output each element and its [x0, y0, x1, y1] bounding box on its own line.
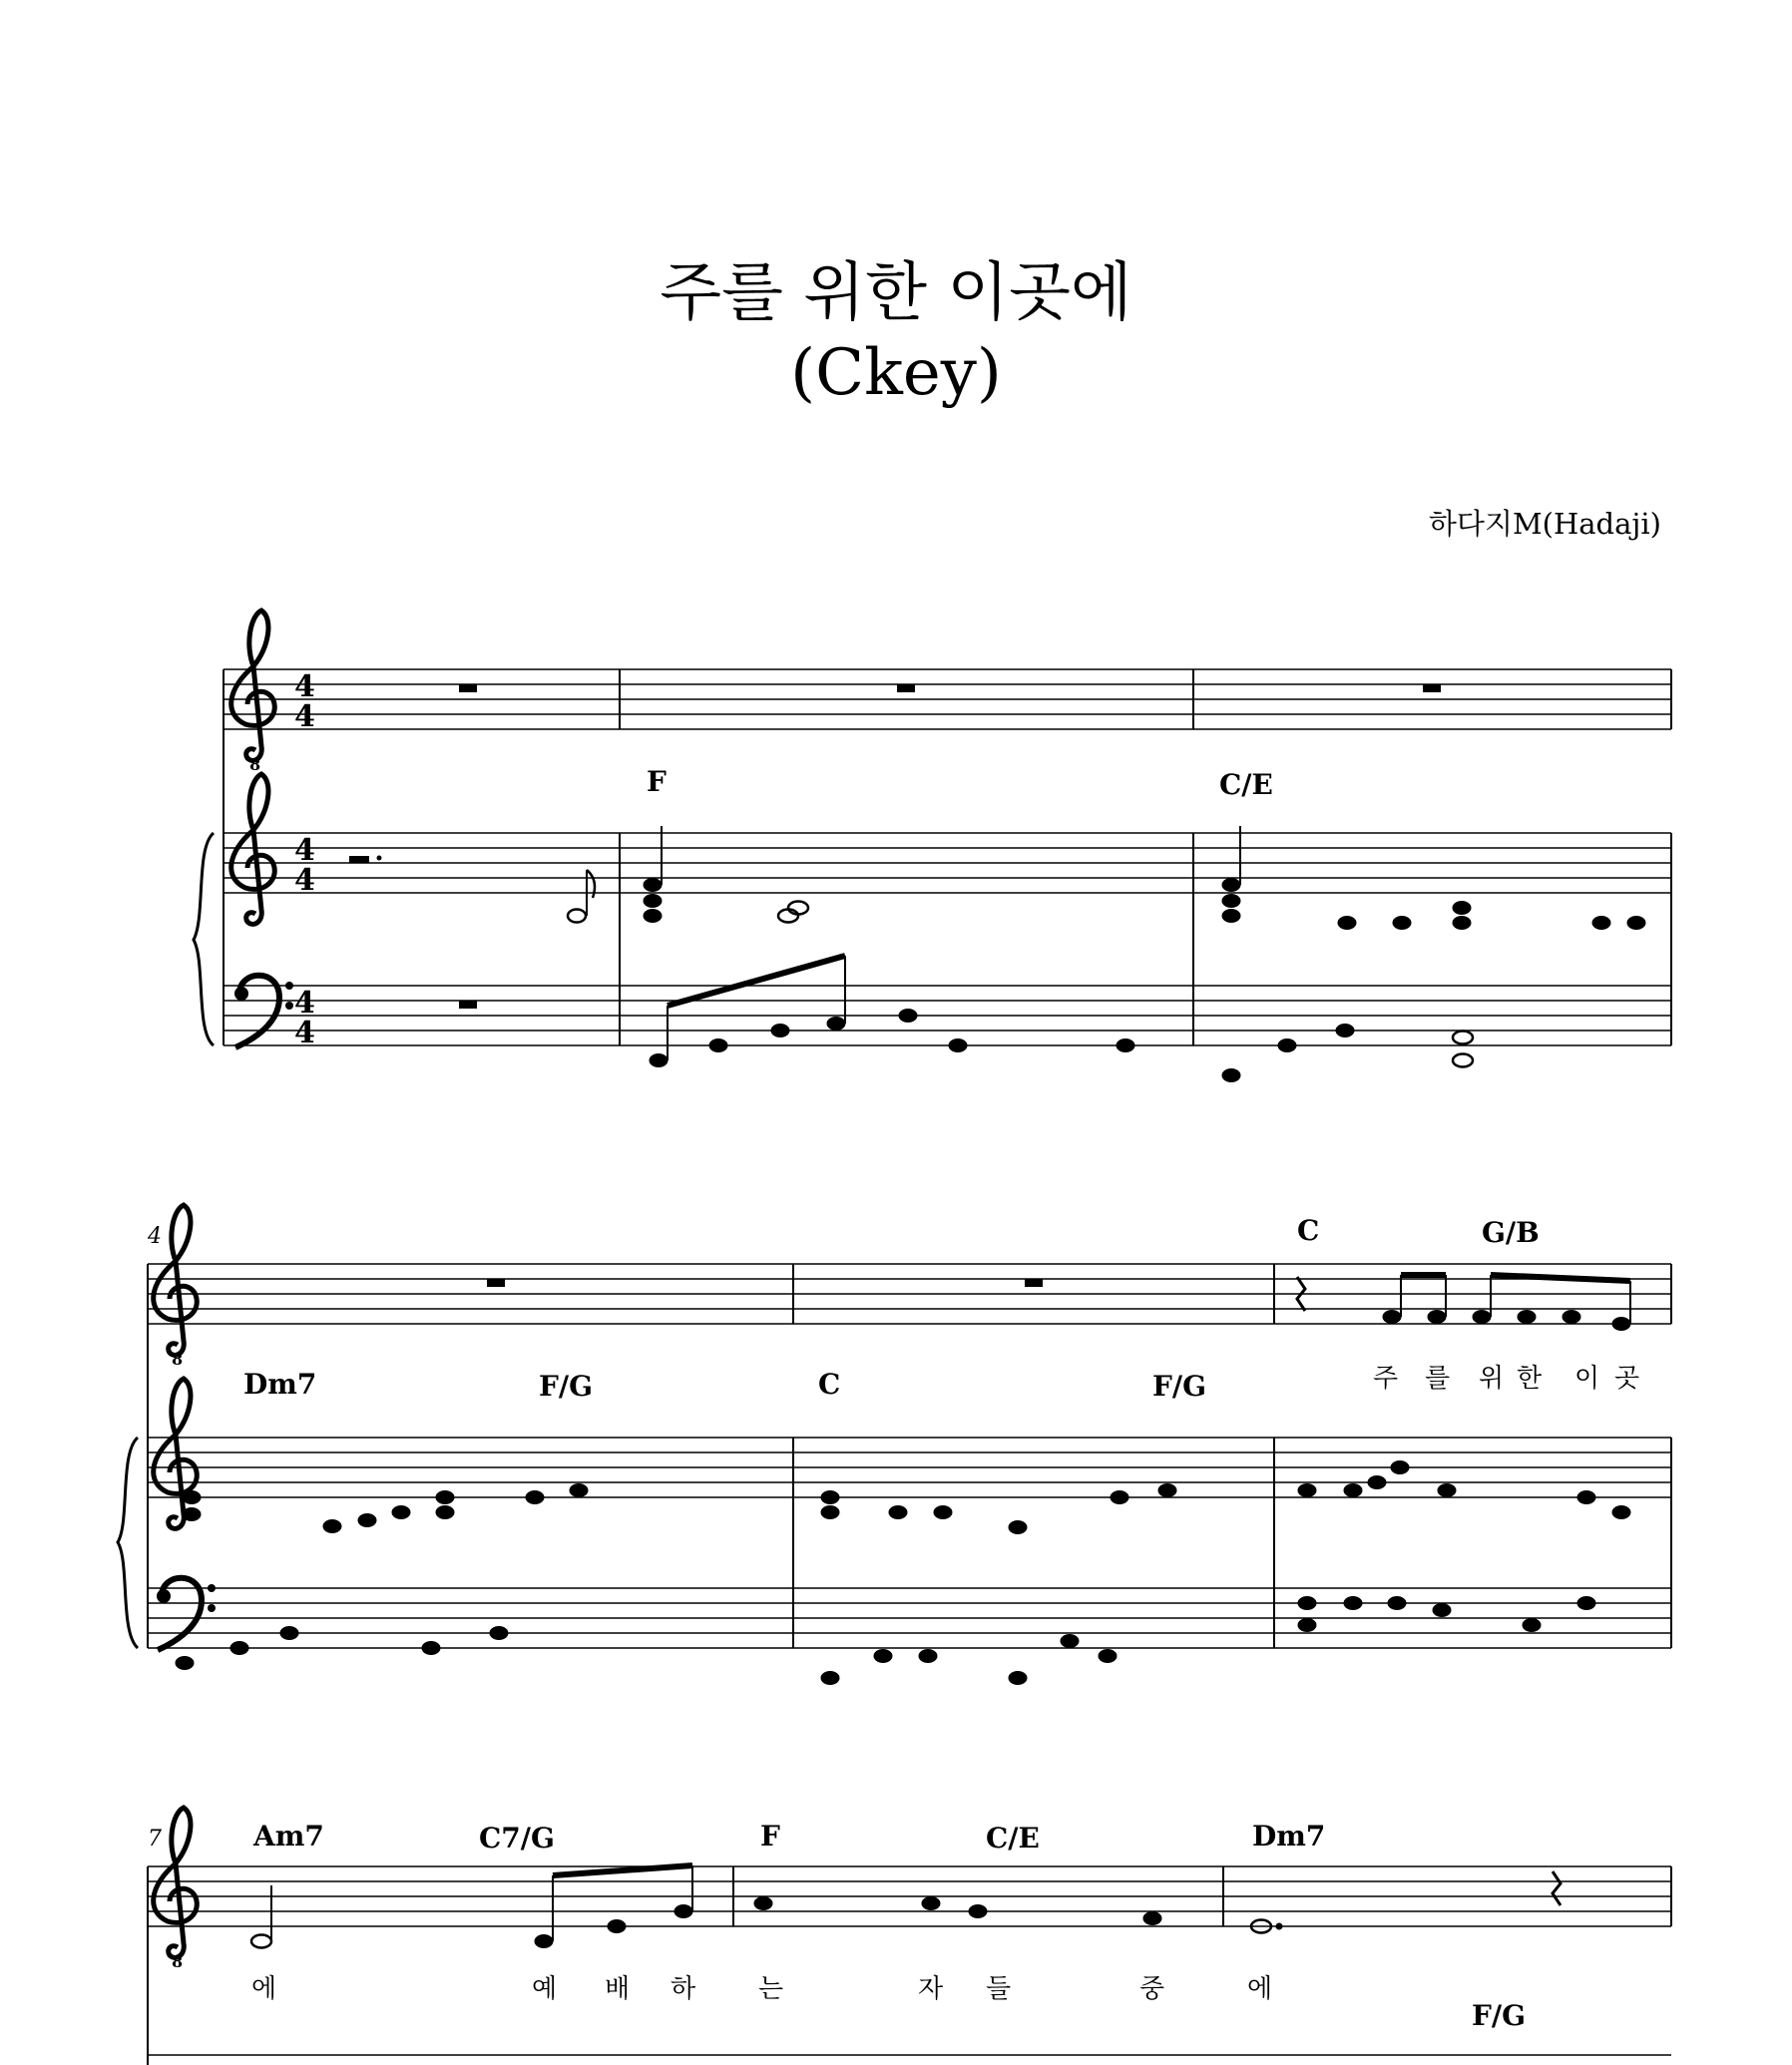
- svg-text:4: 4: [294, 1016, 315, 1050]
- svg-text:4: 4: [294, 669, 315, 704]
- lyric-syllable: 자: [918, 1974, 944, 2004]
- chord-symbol: C7/G: [479, 1822, 555, 1855]
- svg-text:4: 4: [294, 863, 315, 898]
- lyric-syllable: 예: [532, 1974, 558, 2004]
- chord-symbol: F/G: [1152, 1370, 1207, 1403]
- system-1: [194, 611, 1671, 1082]
- song-title: 주를 위한 이곳에: [660, 256, 1132, 330]
- staff-vocal-3: [148, 1866, 1671, 1926]
- lyric-syllable: 이: [1574, 1364, 1600, 1394]
- lyric-syllable: 하: [671, 1974, 696, 2004]
- staff-piano-treble-1: [224, 833, 1671, 893]
- lyric-syllable: 는: [758, 1974, 784, 2004]
- piano-brace: [194, 833, 214, 1045]
- svg-text:8: 8: [172, 1350, 184, 1369]
- system-2: [118, 1205, 1671, 1685]
- chord-symbol: C/E: [986, 1822, 1040, 1855]
- chord-symbol: Am7: [253, 1820, 324, 1853]
- chord-symbol: Dm7: [1252, 1820, 1326, 1853]
- lyric-syllable: 들: [986, 1974, 1012, 2004]
- lyric-syllable: 한: [1517, 1364, 1543, 1394]
- chord-symbol: F/G: [539, 1370, 594, 1403]
- system-3: [148, 1808, 1671, 2065]
- chord-symbol: C/E: [1219, 768, 1273, 801]
- svg-text:4: 4: [294, 986, 315, 1021]
- lyric-syllable: 곳: [1614, 1364, 1640, 1394]
- lyric-syllable: 위: [1479, 1364, 1505, 1394]
- staff-vocal-1: [224, 669, 1671, 729]
- lyric-syllable: 에: [251, 1974, 277, 2004]
- chord-symbol: F: [760, 1820, 780, 1853]
- lyric-syllable: 를: [1425, 1364, 1451, 1394]
- composer-credit: 하다지M(Hadaji): [1428, 507, 1661, 541]
- svg-text:8: 8: [172, 1952, 184, 1971]
- measure-number-7: 7: [148, 1827, 162, 1852]
- svg-text:4: 4: [294, 699, 315, 734]
- staff-piano-bass-2: [148, 1588, 1671, 1648]
- chord-symbol: F/G: [1472, 1999, 1527, 2032]
- lyric-syllable: 에: [1247, 1974, 1273, 2004]
- piano-brace: [118, 1438, 138, 1648]
- lyric-syllable: 중: [1139, 1974, 1165, 2004]
- chord-symbol: C: [1297, 1214, 1320, 1247]
- lyric-syllable: 주: [1373, 1364, 1399, 1394]
- svg-text:8: 8: [249, 755, 261, 774]
- chord-symbol: C: [818, 1368, 841, 1401]
- svg-text:4: 4: [294, 833, 315, 868]
- song-key-subtitle: (Ckey): [790, 336, 1002, 410]
- chord-symbol: F: [647, 765, 667, 798]
- chord-symbol: G/B: [1482, 1216, 1540, 1249]
- lyric-syllable: 배: [605, 1974, 631, 2004]
- chord-symbol: Dm7: [243, 1368, 317, 1401]
- measure-number-4: 4: [148, 1224, 162, 1249]
